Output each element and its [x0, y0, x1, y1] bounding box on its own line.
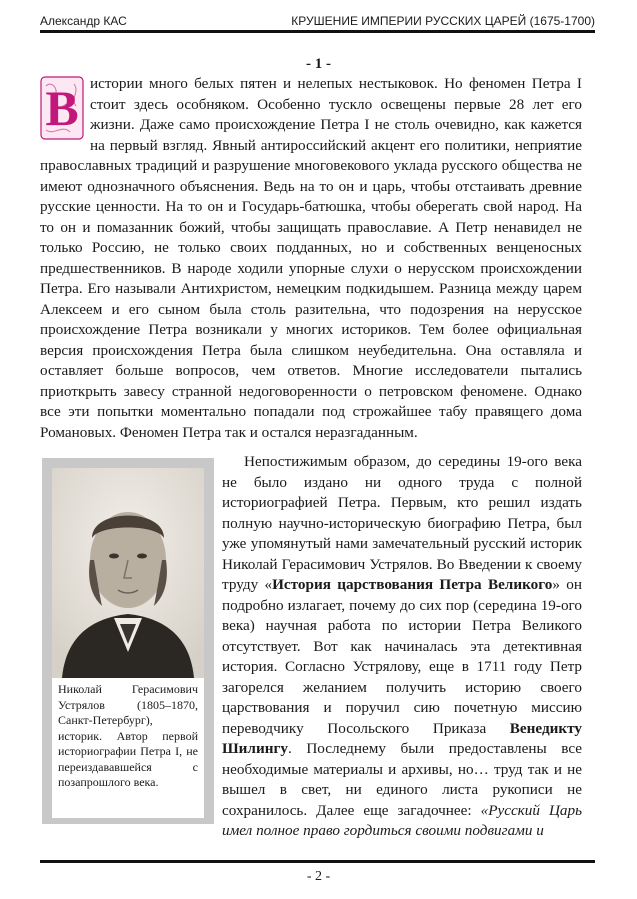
- paragraph-1: [40, 74, 582, 443]
- paragraph-2-text-c: . Последнему были предоставлены все необходимые материалы и архивы, но… труд так и не вышел в свет, ни единого листа рукописи не сохранилось. Далее еще загадочнее:: [222, 740, 582, 819]
- header-rule: [40, 30, 595, 33]
- chapter-number: - 1 -: [306, 56, 331, 72]
- paragraph-1-text: истории много белых пятен и нелепых нестыковок. Но феномен Петра I стоит здесь особняком. Особенно тускло освещены первые 28 лет его жизни. Даже само происхождение Петра I не столь очевидно, как кажется на первый взгляд. Явный антироссийский акцент его политики, неприятие православных традиций и разрушение многовекового уклада русского общества не имеют однозначного объяснения. Ведь на то он и царь, чтобы отстаивать древние русские ценности. На то он и Государь-батюшка, чтобы оберегать свой народ. На то он и помазанник божий, чтобы защищать православие. А Петр ненавидел не только Россию, не только своих подданных, но и собственных венценосных предшественников. В народе ходили упорные слухи о нерусском происхождении Петра. Его называли Антихристом, немецким подкидышем. Разница между царем Алексеем и его сыном была столь разительна, что подозрения на нерусское происхождение Петра возникали у многих историков. Тем более официальная версия происхождения Петра была слишком неубедительна. Она оставляла и оставляет больше вопросов, чем ответов. Многие исследователи пытались приоткрыть завесу странной недоговоренности о петровском феномене. Однако все эти попытки моментально попадали под строжайшее табу правящего дома Романовых. Феномен Петра так и остался неразгаданным.: [40, 75, 582, 441]
- cited-book-title: История царствования Петра Великого: [272, 576, 553, 593]
- header-book-title: КРУШЕНИЕ ИМПЕРИИ РУССКИХ ЦАРЕЙ (1675-1700): [291, 14, 595, 28]
- quote-start: «Русский Царь имел полное право гордиться своими подвигами и: [222, 801, 583, 839]
- paragraph-2-text-a: Непостижимым образом, до середины 19-ого века не было издано ни одного труда с полной историографией Петра. Первым, кто решил издать полную научно-историческую биографию Петра, был уже упомянутый нами замечательный русский историк Николай Герасимович Устрялов. Во Введении к своему труду «: [222, 453, 582, 593]
- portrait-caption: Николай Герасимович Устрялов (1805–1870, Санкт-Петербург), историк. Автор первой историографии Петра I, не переиздававшейся с позапрошлого века.: [52, 678, 204, 818]
- running-header: [40, 10, 595, 32]
- dropcap-ornament: [40, 76, 84, 140]
- footer-rule: [40, 860, 595, 863]
- page-number: - 2 -: [306, 869, 331, 884]
- paragraph-2: [222, 452, 582, 842]
- portrait-figure: [42, 458, 214, 824]
- header-author: Александр КАС: [40, 14, 127, 28]
- portrait-image: [52, 468, 204, 678]
- dropcap-letter: В: [45, 80, 79, 136]
- paragraph-2-text-b: » он подробно излагает, почему до сих пор (середина 19-ого века) научная работа по истории Петра Великого отсутствует. Вот как начиналась эта детективная история. Согласно Устрялову, еще в 1711 году Петр загорелся желанием получить историю своего царствования и поручил сию почетную миссию переводчику Посольского Приказа: [222, 576, 582, 737]
- translator-name: Венедикту Шилингу: [222, 719, 582, 757]
